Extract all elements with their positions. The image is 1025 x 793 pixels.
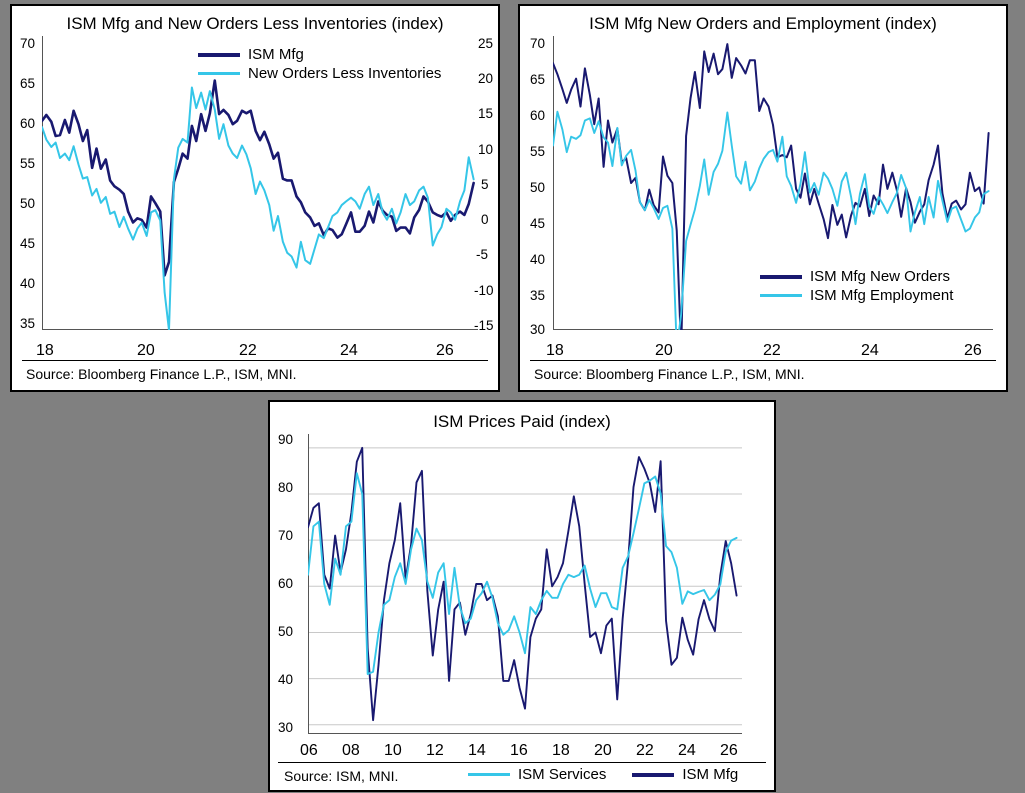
legend-item-ism-mfg (632, 766, 738, 783)
x-axis-tick: 16 (510, 742, 528, 759)
y-axis-tick-left: 80 (278, 480, 294, 495)
x-axis-tick: 12 (426, 742, 444, 759)
y-axis-tick-left: 70 (20, 36, 36, 51)
y-axis-tick-left: 70 (278, 528, 294, 543)
y-axis-tick-left: 40 (530, 252, 546, 267)
legend-label: ISM Mfg Employment (810, 287, 954, 304)
y-axis-tick-left: 30 (530, 322, 546, 337)
y-axis-tick-right: 15 (478, 106, 494, 121)
chart-panel-mfg-new-orders-employment (518, 4, 1008, 392)
legend-label: New Orders Less Inventories (248, 65, 442, 82)
x-axis-tick: 26 (964, 342, 982, 359)
y-axis-tick-right: 10 (478, 142, 494, 157)
legend-label: ISM Services (518, 766, 607, 783)
chart-legend (760, 268, 953, 306)
series-line (308, 473, 737, 674)
chart-title: ISM Mfg New Orders and Employment (index) (589, 14, 937, 33)
legend-swatch-icon (468, 773, 510, 776)
x-axis-tick: 24 (340, 342, 358, 359)
x-axis-tick: 24 (861, 342, 879, 359)
y-axis-tick-left: 45 (20, 236, 36, 251)
x-axis-tick: 10 (384, 742, 402, 759)
x-axis-tick: 06 (300, 742, 318, 759)
y-axis-tick-left: 70 (530, 36, 546, 51)
legend-label: ISM Mfg (682, 766, 739, 783)
source-divider (530, 360, 996, 361)
y-axis-tick-right: -15 (474, 318, 494, 333)
y-axis-tick-right: -5 (476, 247, 489, 262)
legend-swatch-icon (632, 773, 674, 777)
y-axis-tick-left: 50 (20, 196, 36, 211)
plot-area (308, 434, 742, 734)
x-axis-tick: 26 (720, 742, 738, 759)
x-axis-tick: 22 (239, 342, 257, 359)
legend-swatch-icon (760, 294, 802, 297)
source-divider (278, 762, 766, 763)
y-axis-tick-left: 65 (530, 72, 546, 87)
x-axis-tick: 18 (36, 342, 54, 359)
y-axis-tick-left: 60 (530, 108, 546, 123)
x-axis-tick: 14 (468, 742, 486, 759)
y-axis-tick-right: 0 (481, 212, 489, 227)
x-axis-tick: 26 (436, 342, 454, 359)
y-axis-tick-left: 65 (20, 76, 36, 91)
y-axis-tick-left: 35 (20, 316, 36, 331)
x-axis-tick: 24 (678, 742, 696, 759)
source-note: Source: Bloomberg Finance L.P., ISM, MNI. (26, 366, 297, 382)
x-axis-tick: 20 (594, 742, 612, 759)
y-axis-tick-right: 25 (478, 36, 494, 51)
chart-title: ISM Mfg and New Orders Less Inventories (index) (66, 14, 444, 33)
y-axis-tick-left: 30 (278, 720, 294, 735)
y-axis-tick-right: 20 (478, 71, 494, 86)
y-axis-tick-left: 50 (530, 180, 546, 195)
y-axis-tick-right: -10 (474, 283, 494, 298)
y-axis-tick-left: 60 (278, 576, 294, 591)
y-axis-tick-left: 45 (530, 216, 546, 231)
x-axis-tick: 08 (342, 742, 360, 759)
y-axis-tick-left: 90 (278, 432, 294, 447)
y-axis-tick-left: 40 (278, 672, 294, 687)
x-axis-tick: 22 (636, 742, 654, 759)
legend-item-ism-services (468, 766, 606, 783)
series-line (42, 87, 474, 330)
source-note: Source: ISM, MNI. (284, 768, 399, 784)
y-axis-tick-left: 60 (20, 116, 36, 131)
legend-label: ISM Mfg New Orders (810, 268, 951, 285)
chart-canvas (42, 36, 478, 330)
y-axis-tick-right: 5 (481, 177, 489, 192)
y-axis-tick-left: 40 (20, 276, 36, 291)
x-axis-tick: 18 (552, 742, 570, 759)
y-axis-tick-left: 35 (530, 288, 546, 303)
source-divider (22, 360, 488, 361)
x-axis-tick: 22 (763, 342, 781, 359)
chart-panel-mfg-orders-less-inventories (10, 4, 500, 392)
x-axis-tick: 20 (137, 342, 155, 359)
y-axis-tick-left: 50 (278, 624, 294, 639)
x-axis-tick: 18 (546, 342, 564, 359)
x-axis-tick: 20 (655, 342, 673, 359)
legend-swatch-icon (760, 275, 802, 279)
y-axis-tick-left: 55 (20, 156, 36, 171)
source-note: Source: Bloomberg Finance L.P., ISM, MNI. (534, 366, 805, 382)
chart-canvas (308, 434, 742, 734)
chart-title: ISM Prices Paid (index) (433, 412, 611, 431)
series-line (42, 81, 474, 276)
chart-legend (468, 766, 738, 783)
plot-area (42, 36, 478, 330)
legend-item-ism-mfg-new-orders (760, 268, 953, 285)
legend-label: ISM Mfg (248, 46, 304, 63)
legend-item-ism-mfg-employment (760, 287, 953, 304)
y-axis-tick-left: 55 (530, 144, 546, 159)
series-line (308, 448, 737, 720)
chart-panel-ism-prices-paid (268, 400, 776, 792)
